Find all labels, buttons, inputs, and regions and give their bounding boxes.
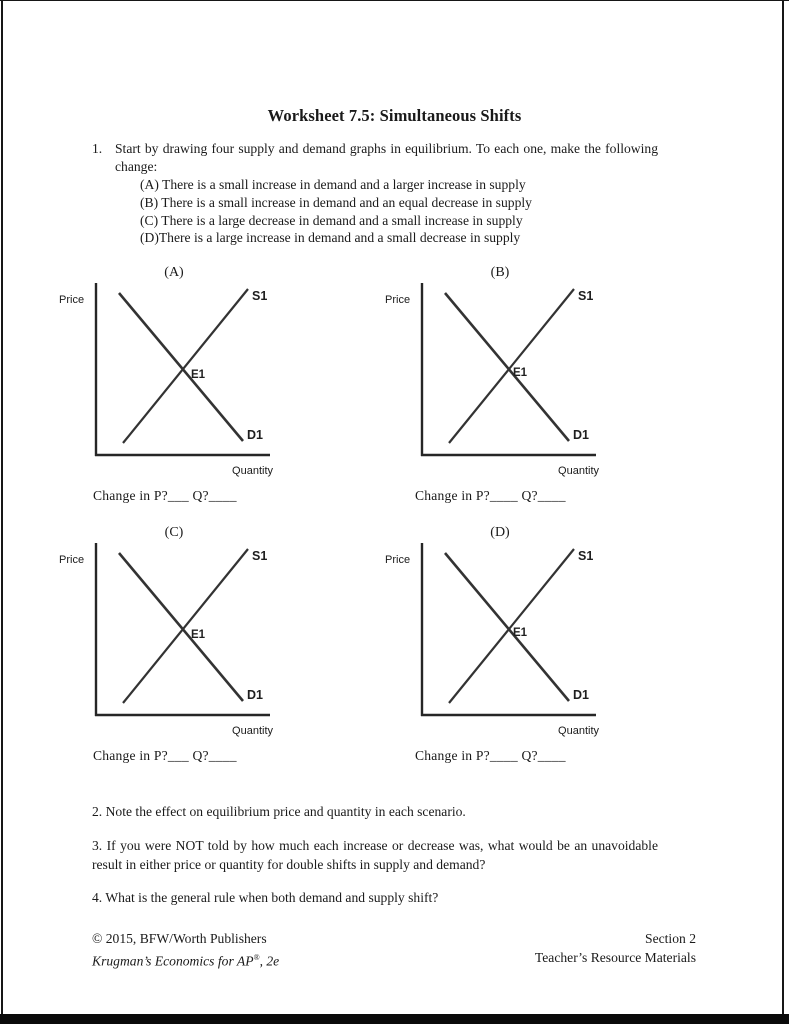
change-prompt-a: Change in P?___ Q?____ xyxy=(93,488,237,503)
question-4: 4. What is the general rule when both demand and supply shift? xyxy=(92,890,439,905)
supply-label: S1 xyxy=(252,549,268,563)
supply-label: S1 xyxy=(578,549,594,563)
quantity-axis-label: Quantity xyxy=(558,465,599,477)
question-1 xyxy=(92,140,662,176)
footer-left xyxy=(92,930,279,971)
demand-curve xyxy=(445,553,569,701)
demand-curve xyxy=(445,293,569,441)
page-title: Worksheet 7.5: Simultaneous Shifts xyxy=(267,106,522,125)
supply-curve xyxy=(123,289,248,443)
page-border-top xyxy=(0,0,789,1)
quantity-axis-label: Quantity xyxy=(558,725,599,737)
footer-section: Section 2 xyxy=(645,931,696,946)
graph-panel-b-label: (B) xyxy=(490,265,510,280)
graph-panel-b xyxy=(383,264,663,514)
equilibrium-label: E1 xyxy=(191,369,206,381)
registered-trademark-symbol: ® xyxy=(253,952,260,962)
question-1-item-d: (D)There is a large increase in demand and a small decrease in supply xyxy=(140,230,521,246)
graph-panel-c-label: (C) xyxy=(164,525,184,540)
demand-label: D1 xyxy=(573,428,589,442)
question-1-text: Start by drawing four supply and demand graphs in equilibrium. To each one, make the following change: xyxy=(115,141,658,174)
supply-label: S1 xyxy=(578,289,594,303)
footer-resource: Teacher’s Resource Materials xyxy=(534,949,696,965)
equilibrium-label: E1 xyxy=(191,629,206,641)
demand-label: D1 xyxy=(573,688,589,702)
question-1-item-b: (B) There is a small increase in demand and an equal decrease in supply xyxy=(140,194,532,210)
question-2: 2. Note the effect on equilibrium price and quantity in each scenario. xyxy=(92,804,466,819)
price-axis-label: Price xyxy=(385,294,411,306)
equilibrium-label: E1 xyxy=(513,367,528,379)
supply-demand-graph-d xyxy=(383,541,633,737)
quantity-axis-label: Quantity xyxy=(232,465,273,477)
equilibrium-label: E1 xyxy=(513,627,528,639)
supply-curve xyxy=(449,549,574,703)
demand-label: D1 xyxy=(247,428,263,442)
supply-curve xyxy=(123,549,248,703)
graph-panel-a-label: (A) xyxy=(164,265,184,280)
graph-panel-d-label: (D) xyxy=(490,525,510,540)
change-prompt-b: Change in P?____ Q?____ xyxy=(415,488,566,503)
graph-panel-a xyxy=(57,264,337,514)
page-border-right xyxy=(782,0,784,1015)
footer-copyright: © 2015, BFW/Worth Publishers xyxy=(92,931,267,946)
demand-curve xyxy=(119,293,243,441)
question-1-item-a: (A) There is a small increase in demand and a larger increase in supply xyxy=(140,177,526,192)
footer-book-name: Krugman’s Economics for AP xyxy=(92,953,254,969)
question-1-number: 1. xyxy=(92,141,103,156)
question-3: 3. If you were NOT told by how much each increase or decrease was, what would be an unavoidable result in either price or quantity for double shifts in supply and demand? xyxy=(92,838,658,872)
question-1-items xyxy=(140,176,532,247)
demand-label: D1 xyxy=(247,688,263,702)
change-prompt-d: Change in P?____ Q?____ xyxy=(415,748,566,763)
footer-right xyxy=(535,930,696,967)
change-prompt-c: Change in P?___ Q?____ xyxy=(93,748,237,763)
supply-demand-graph-c xyxy=(57,541,307,737)
demand-curve xyxy=(119,553,243,701)
supply-label: S1 xyxy=(252,289,268,303)
supply-demand-graph-a xyxy=(57,281,307,477)
price-axis-label: Price xyxy=(59,554,85,566)
supply-curve xyxy=(449,289,574,443)
quantity-axis-label: Quantity xyxy=(232,725,273,737)
graph-panel-c xyxy=(57,524,337,774)
question-1-item-c: (C) There is a large decrease in demand and a small increase in supply xyxy=(140,212,523,228)
footer-book-edition: , 2e xyxy=(259,953,280,969)
page-border-bottom xyxy=(0,1014,789,1024)
page-border-left xyxy=(1,0,3,1015)
graph-panel-d xyxy=(383,524,663,774)
footer-book-title xyxy=(92,949,279,971)
price-axis-label: Price xyxy=(59,294,85,306)
supply-demand-graph-b xyxy=(383,281,633,477)
price-axis-label: Price xyxy=(385,554,411,566)
